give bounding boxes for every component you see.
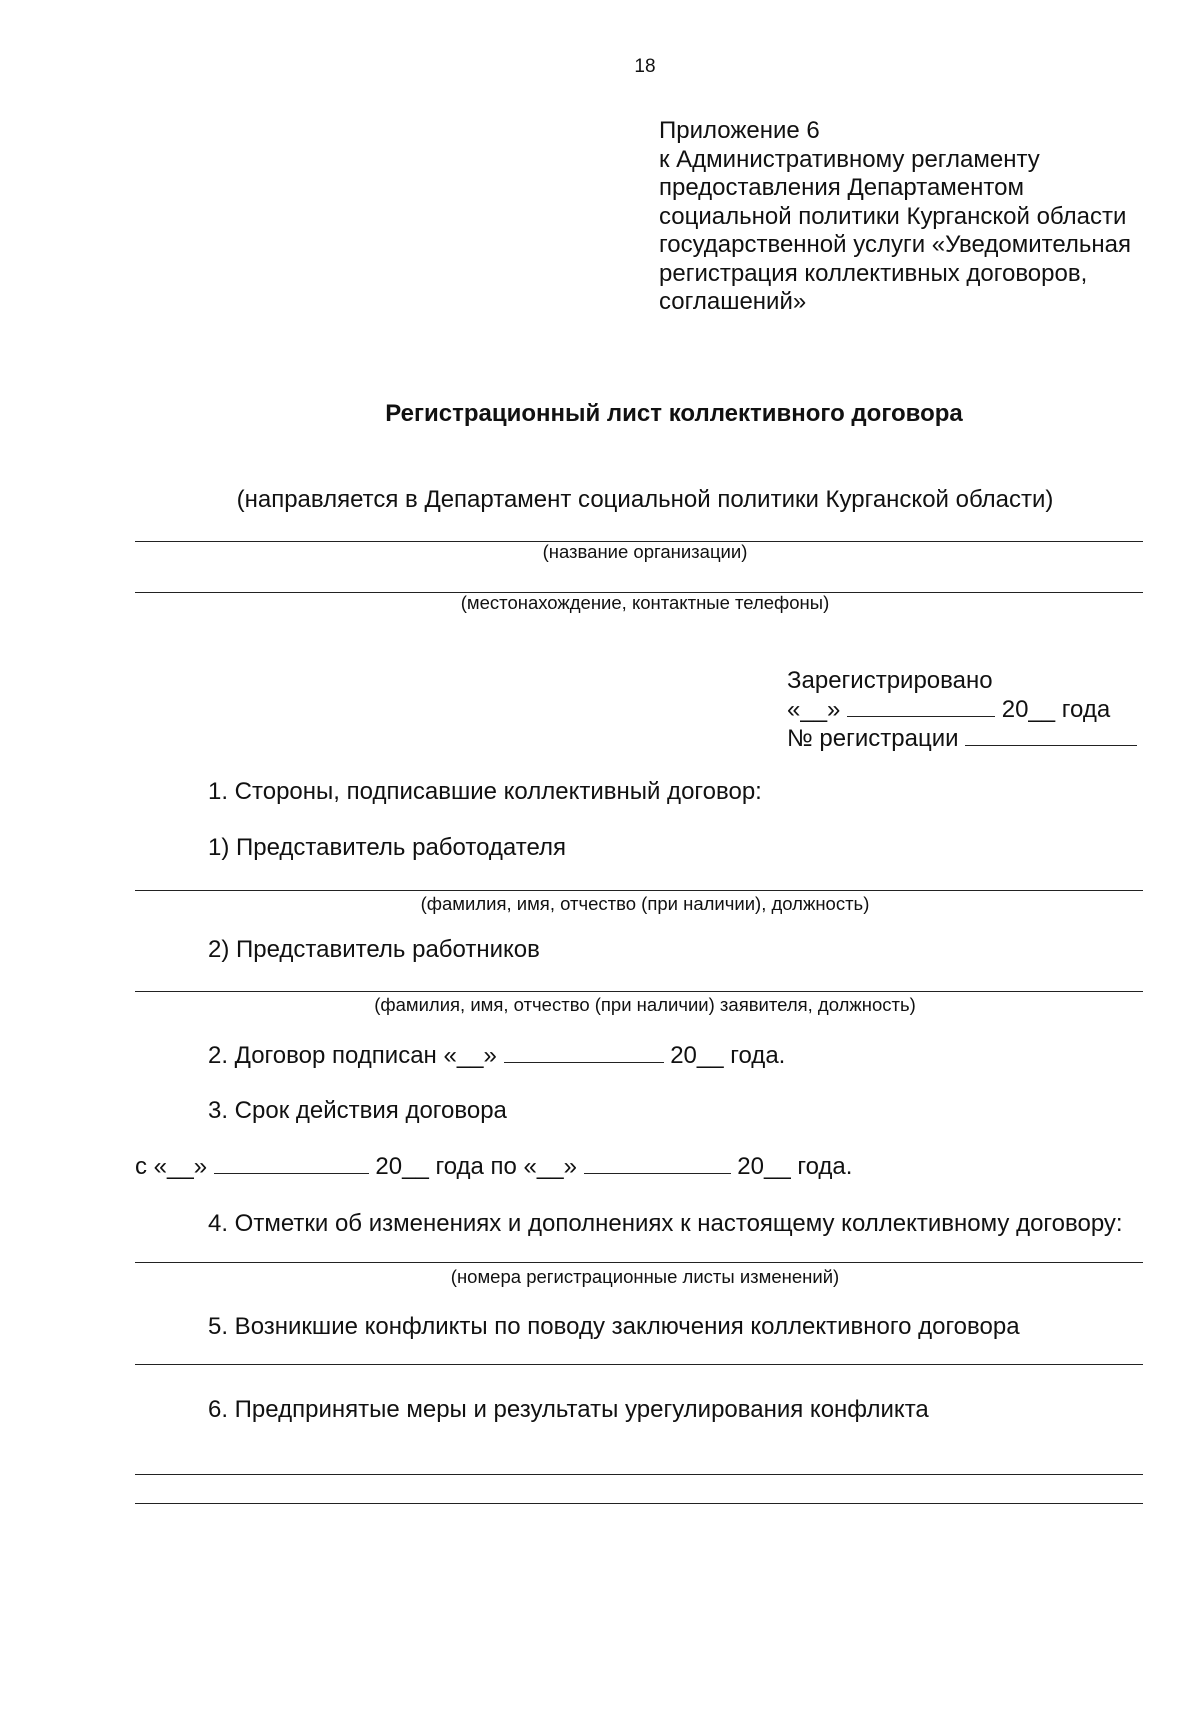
item-5: 5. Возникшие конфликты по поводу заключения коллективного договора [208, 1313, 1020, 1340]
document-title: Регистрационный лист коллективного договора [385, 400, 963, 427]
item-2 [208, 1042, 785, 1070]
item-2-prefix: 2. Договор подписан «__» [208, 1042, 497, 1069]
item-2-suffix: 20__ года. [670, 1042, 786, 1069]
change-sheets-caption: (номера регистрационные листы изменений) [450, 1266, 840, 1287]
change-sheets-line [135, 1262, 1143, 1263]
employee-rep-line [135, 991, 1143, 992]
page-number: 18 [634, 56, 656, 77]
item-6-line-2 [135, 1503, 1143, 1504]
location-caption: (местонахождение, контактные телефоны) [460, 592, 830, 613]
employer-rep-caption: (фамилия, имя, отчество (при наличии), должность) [420, 893, 870, 914]
item-3: 3. Срок действия договора [208, 1097, 507, 1124]
registration-date [787, 695, 1137, 724]
appendix-line: к Административному регламенту [659, 145, 1040, 173]
registration-number-blank [965, 725, 1137, 746]
document-subtitle: (направляется в Департамент социальной политики Курганской области) [236, 486, 1054, 513]
registration-number-label: № регистрации [787, 725, 959, 752]
item-3-end: 20__ года. [737, 1153, 853, 1180]
item-5-line [135, 1364, 1143, 1365]
registration-year: 20__ года [1001, 696, 1111, 723]
appendix-line: Приложение 6 [659, 117, 820, 144]
employee-rep-caption: (фамилия, имя, отчество (при наличии) заявителя, должность) [374, 994, 916, 1015]
item-1-2: 2) Представитель работников [208, 936, 540, 963]
employer-rep-line [135, 890, 1143, 891]
item-6: 6. Предпринятые меры и результаты урегулирования конфликта [208, 1396, 929, 1423]
registration-label: Зарегистрировано [787, 667, 993, 694]
item-3-dates [135, 1153, 852, 1181]
appendix-line: предоставления Департаментом [659, 174, 1024, 201]
appendix-block [659, 117, 1131, 317]
item-2-month-blank [504, 1042, 664, 1063]
item-3-mid: 20__ года по «__» [375, 1153, 577, 1180]
registration-number [787, 724, 1137, 753]
item-1-1: 1) Представитель работодателя [208, 834, 567, 861]
appendix-line: регистрация коллективных договоров, [659, 259, 1088, 287]
item-3-from-month-blank [214, 1153, 369, 1174]
item-6-line-1 [135, 1474, 1143, 1475]
item-1: 1. Стороны, подписавшие коллективный договор: [208, 778, 762, 805]
org-name-caption: (название организации) [542, 541, 748, 562]
appendix-line: социальной политики Курганской области [659, 202, 1127, 230]
item-3-from: с «__» [135, 1153, 208, 1180]
registration-day: «__» [787, 696, 841, 723]
item-3-to-month-blank [584, 1153, 731, 1174]
item-4: 4. Отметки об изменениях и дополнениях к настоящему коллективному договору: [208, 1210, 1123, 1237]
registration-month-blank [847, 696, 995, 717]
registration-block [787, 666, 1137, 753]
appendix-line: государственной услуги «Уведомительная [659, 231, 1131, 258]
appendix-line: соглашений» [659, 288, 807, 315]
